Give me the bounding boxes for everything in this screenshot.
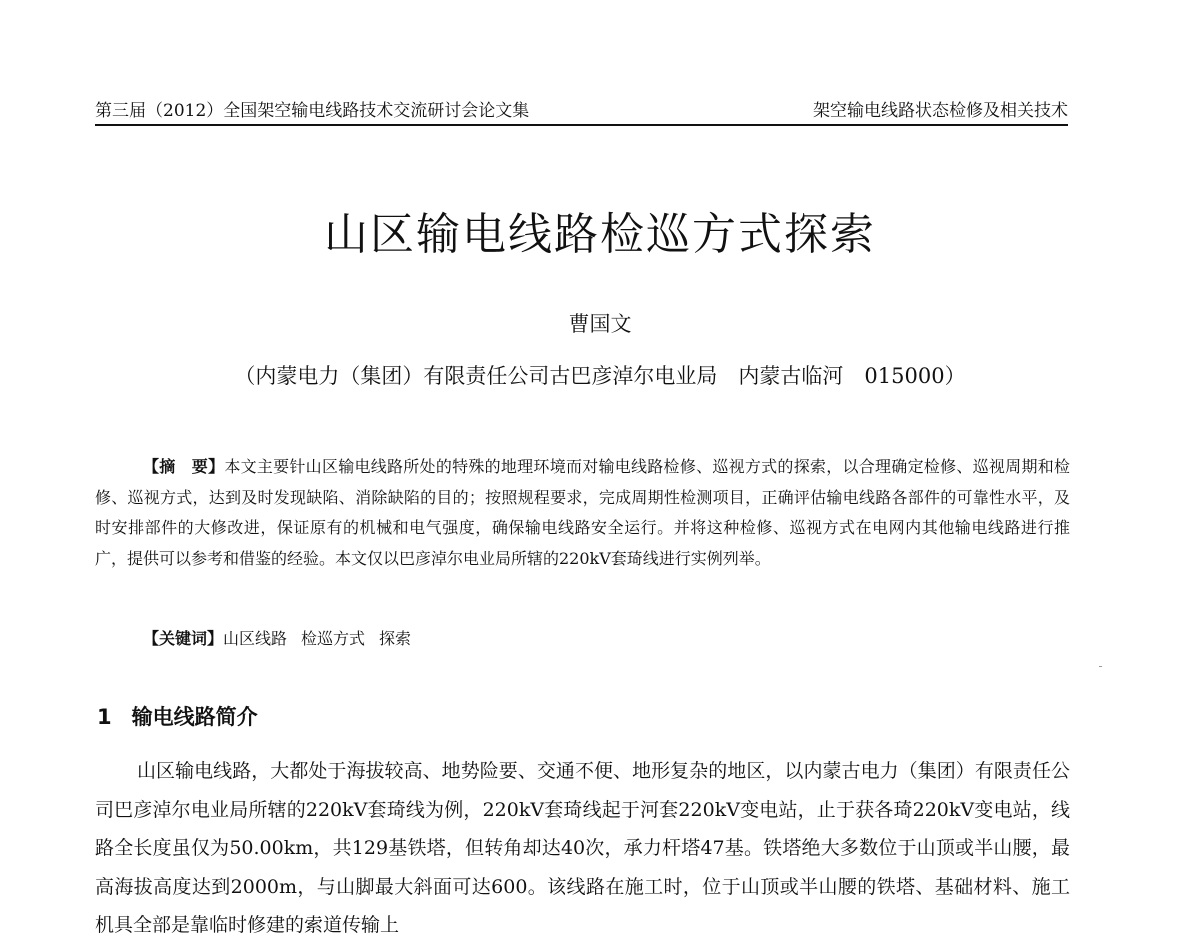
header-section-title: 架空输电线路状态检修及相关技术 — [813, 101, 1068, 121]
abstract — [95, 452, 1070, 574]
body-paragraph: 山区输电线路，大都处于海拔较高、地势险要、交通不便、地形复杂的地区，以内蒙古电力（集团）有限责任公司巴彦淖尔电业局所辖的220kV套琦线为例，220kV套琦线起于河套220kV变电站，止于获各琦220kV变电站，线路全长度虽仅为50.00km，共129基铁塔，但转角却达40次，承力杆塔47基。铁塔绝大多数位于山顶或半山腰，最高海拔高度达到2000m，与山脚最大斜面可达600。该线路在施工时，位于山顶或半山腰的铁塔、基础材料、施工机具全部是靠临时修建的索道传输上 — [95, 760, 1070, 936]
section-number: 1 — [97, 705, 112, 729]
running-header — [95, 94, 1068, 126]
scan-speck — [1099, 666, 1102, 667]
keyword-item: 探索 — [379, 629, 412, 648]
paper-title: 山区输电线路检巡方式探索 — [324, 209, 876, 260]
author-affiliation: （内蒙电力（集团）有限责任公司古巴彦淖尔电业局 内蒙古临河 015000） — [234, 364, 966, 388]
keyword-item: 检巡方式 — [301, 629, 366, 648]
author-name: 曹国文 — [568, 312, 632, 336]
section-heading — [97, 701, 258, 731]
abstract-label: 【摘 要】 — [143, 457, 225, 476]
section-title: 输电线路简介 — [131, 705, 258, 729]
abstract-text: 本文主要针山区输电线路所处的特殊的地理环境而对输电线路检修、巡视方式的探索，以合理确定检修、巡视周期和检修、巡视方式，达到及时发现缺陷、消除缺陷的目的；按照规程要求，完成周期性检测项目，正确评估输电线路各部件的可靠性水平，及时安排部件的大修改进，保证原有的机械和电气强度，确保输电线路安全运行。并将这种检修、巡视方式在电网内其他输电线路进行推广，提供可以参考和借鉴的经验。本文仅以巴彦淖尔电业局所辖的220kV套琦线进行实例列举。 — [95, 457, 1070, 568]
keywords — [143, 626, 425, 649]
header-proceedings-title: 第三届（2012）全国架空输电线路技术交流研讨会论文集 — [95, 101, 530, 121]
keywords-label: 【关键词】 — [143, 629, 224, 648]
keyword-item: 山区线路 — [223, 629, 288, 648]
